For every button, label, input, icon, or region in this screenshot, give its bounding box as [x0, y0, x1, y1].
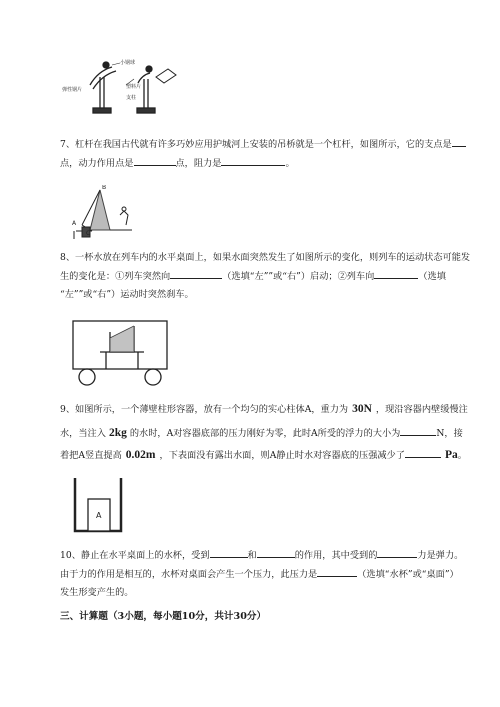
q8-text2a: 生的变化是：①列车突然向 [60, 271, 171, 282]
label-elastic-steel: 弹性钢片 [62, 87, 83, 93]
q9-weight-value: 30N [352, 403, 372, 415]
q9-text1b: ，现沿容器内壁缓慢注 [375, 404, 468, 415]
q9-water-mass: 2kg [108, 427, 127, 439]
q10-text1b: 和 [247, 550, 257, 561]
drawbridge-label-c: C [86, 230, 91, 237]
label-plastic-sheet: 塑料片 [126, 84, 142, 90]
q10-blank-source[interactable] [317, 567, 357, 577]
q10-blank-force2[interactable] [257, 548, 295, 558]
q8-line3 [60, 288, 194, 301]
q9-text3-end: 。 [457, 450, 467, 461]
q9-blank-pressure[interactable] [405, 448, 441, 458]
q10-line3 [60, 586, 134, 599]
q9-text1a: 9、如图所示，一个薄壁柱形容器，放有一个均匀的实心柱体A，重力为 [60, 404, 349, 415]
q7-blank-resistance[interactable] [221, 156, 285, 166]
figure-container [72, 478, 132, 534]
drawbridge-label-b: B [102, 185, 107, 191]
q9-text2a: 水，当注入 [60, 428, 106, 439]
q9-text3a: 着把A竖直提高 [60, 450, 122, 461]
q10-blank-elastic[interactable] [377, 548, 417, 558]
q7-line1 [60, 137, 466, 151]
q7-blank-pivot[interactable] [452, 137, 466, 147]
q10-text1d: 力是弹力。 [417, 550, 464, 561]
q8-text1: 8、一杯水放在列车内的水平桌面上，如果水面突然发生了如图所示的变化，则列车的运动状态可能发 [60, 252, 471, 263]
q9-unit-pa: Pa [445, 449, 458, 461]
q8-blank-brake-direction[interactable] [374, 269, 418, 279]
q7-text1: 7、杠杆在我国古代就有许多巧妙应用护城河上安装的吊桥就是一个杠杆，如图所示，它的支点是 [60, 139, 452, 150]
q8-blank-start-direction[interactable] [170, 269, 222, 279]
q7-text2c: 。 [285, 158, 295, 169]
q10-line2 [60, 567, 459, 581]
q8-text3: “左””或“右”）运动时突然刹车。 [60, 289, 194, 300]
q10-text1a: 10、静止在水平桌面上的水杯，受到 [60, 550, 210, 561]
q8-text2c: （选填 [418, 271, 446, 282]
drawbridge-label-a: A [72, 220, 77, 227]
q10-text1c: 的作用，其中受到的 [294, 550, 378, 561]
q9-lift-height: 0.02m [125, 449, 156, 461]
q10-text3: 发生形变产生的。 [60, 587, 134, 598]
q9-text3b: ，下表面没有露出水面，则A静止时水对容器底的压强减少了 [159, 450, 405, 461]
q10-text2a: 由于力的作用是相互的，水杯对桌面会产生一个压力，此压力是 [60, 569, 318, 580]
q8-line2 [60, 269, 446, 283]
q9-line3 [60, 448, 467, 462]
label-steel-ball: 小钢球 [120, 60, 136, 66]
q9-text2c: N，接 [436, 428, 463, 439]
q7-text2b: 点，阻力是 [175, 158, 222, 169]
figure-elastic-steel [60, 55, 190, 115]
figure-train-car [70, 318, 170, 386]
q7-line2 [60, 156, 295, 170]
q8-text2b: （选填“左””或“右”）启动；②列车向 [222, 271, 375, 282]
q8-line1 [60, 251, 470, 264]
q10-text2b: （选填“水杯”或“桌面”） [357, 569, 459, 580]
q9-blank-buoyancy[interactable] [400, 426, 436, 436]
section-title: 三、计算题（3小题，每小题10分，共计30分） [60, 611, 267, 622]
label-pillar: 支柱 [126, 95, 137, 101]
figure-drawbridge [72, 185, 142, 240]
q9-line2 [60, 426, 463, 440]
q7-blank-effort-point[interactable] [134, 156, 176, 166]
q9-text2b: 的水时，A对容器底部的压力刚好为零，此时A所受的浮力的大小为 [129, 428, 401, 439]
q9-line1 [60, 403, 468, 416]
q10-line1 [60, 548, 463, 562]
q7-text2a: 点，动力作用点是 [60, 158, 134, 169]
container-label-a: A [96, 511, 102, 520]
q10-blank-force1[interactable] [210, 548, 248, 558]
